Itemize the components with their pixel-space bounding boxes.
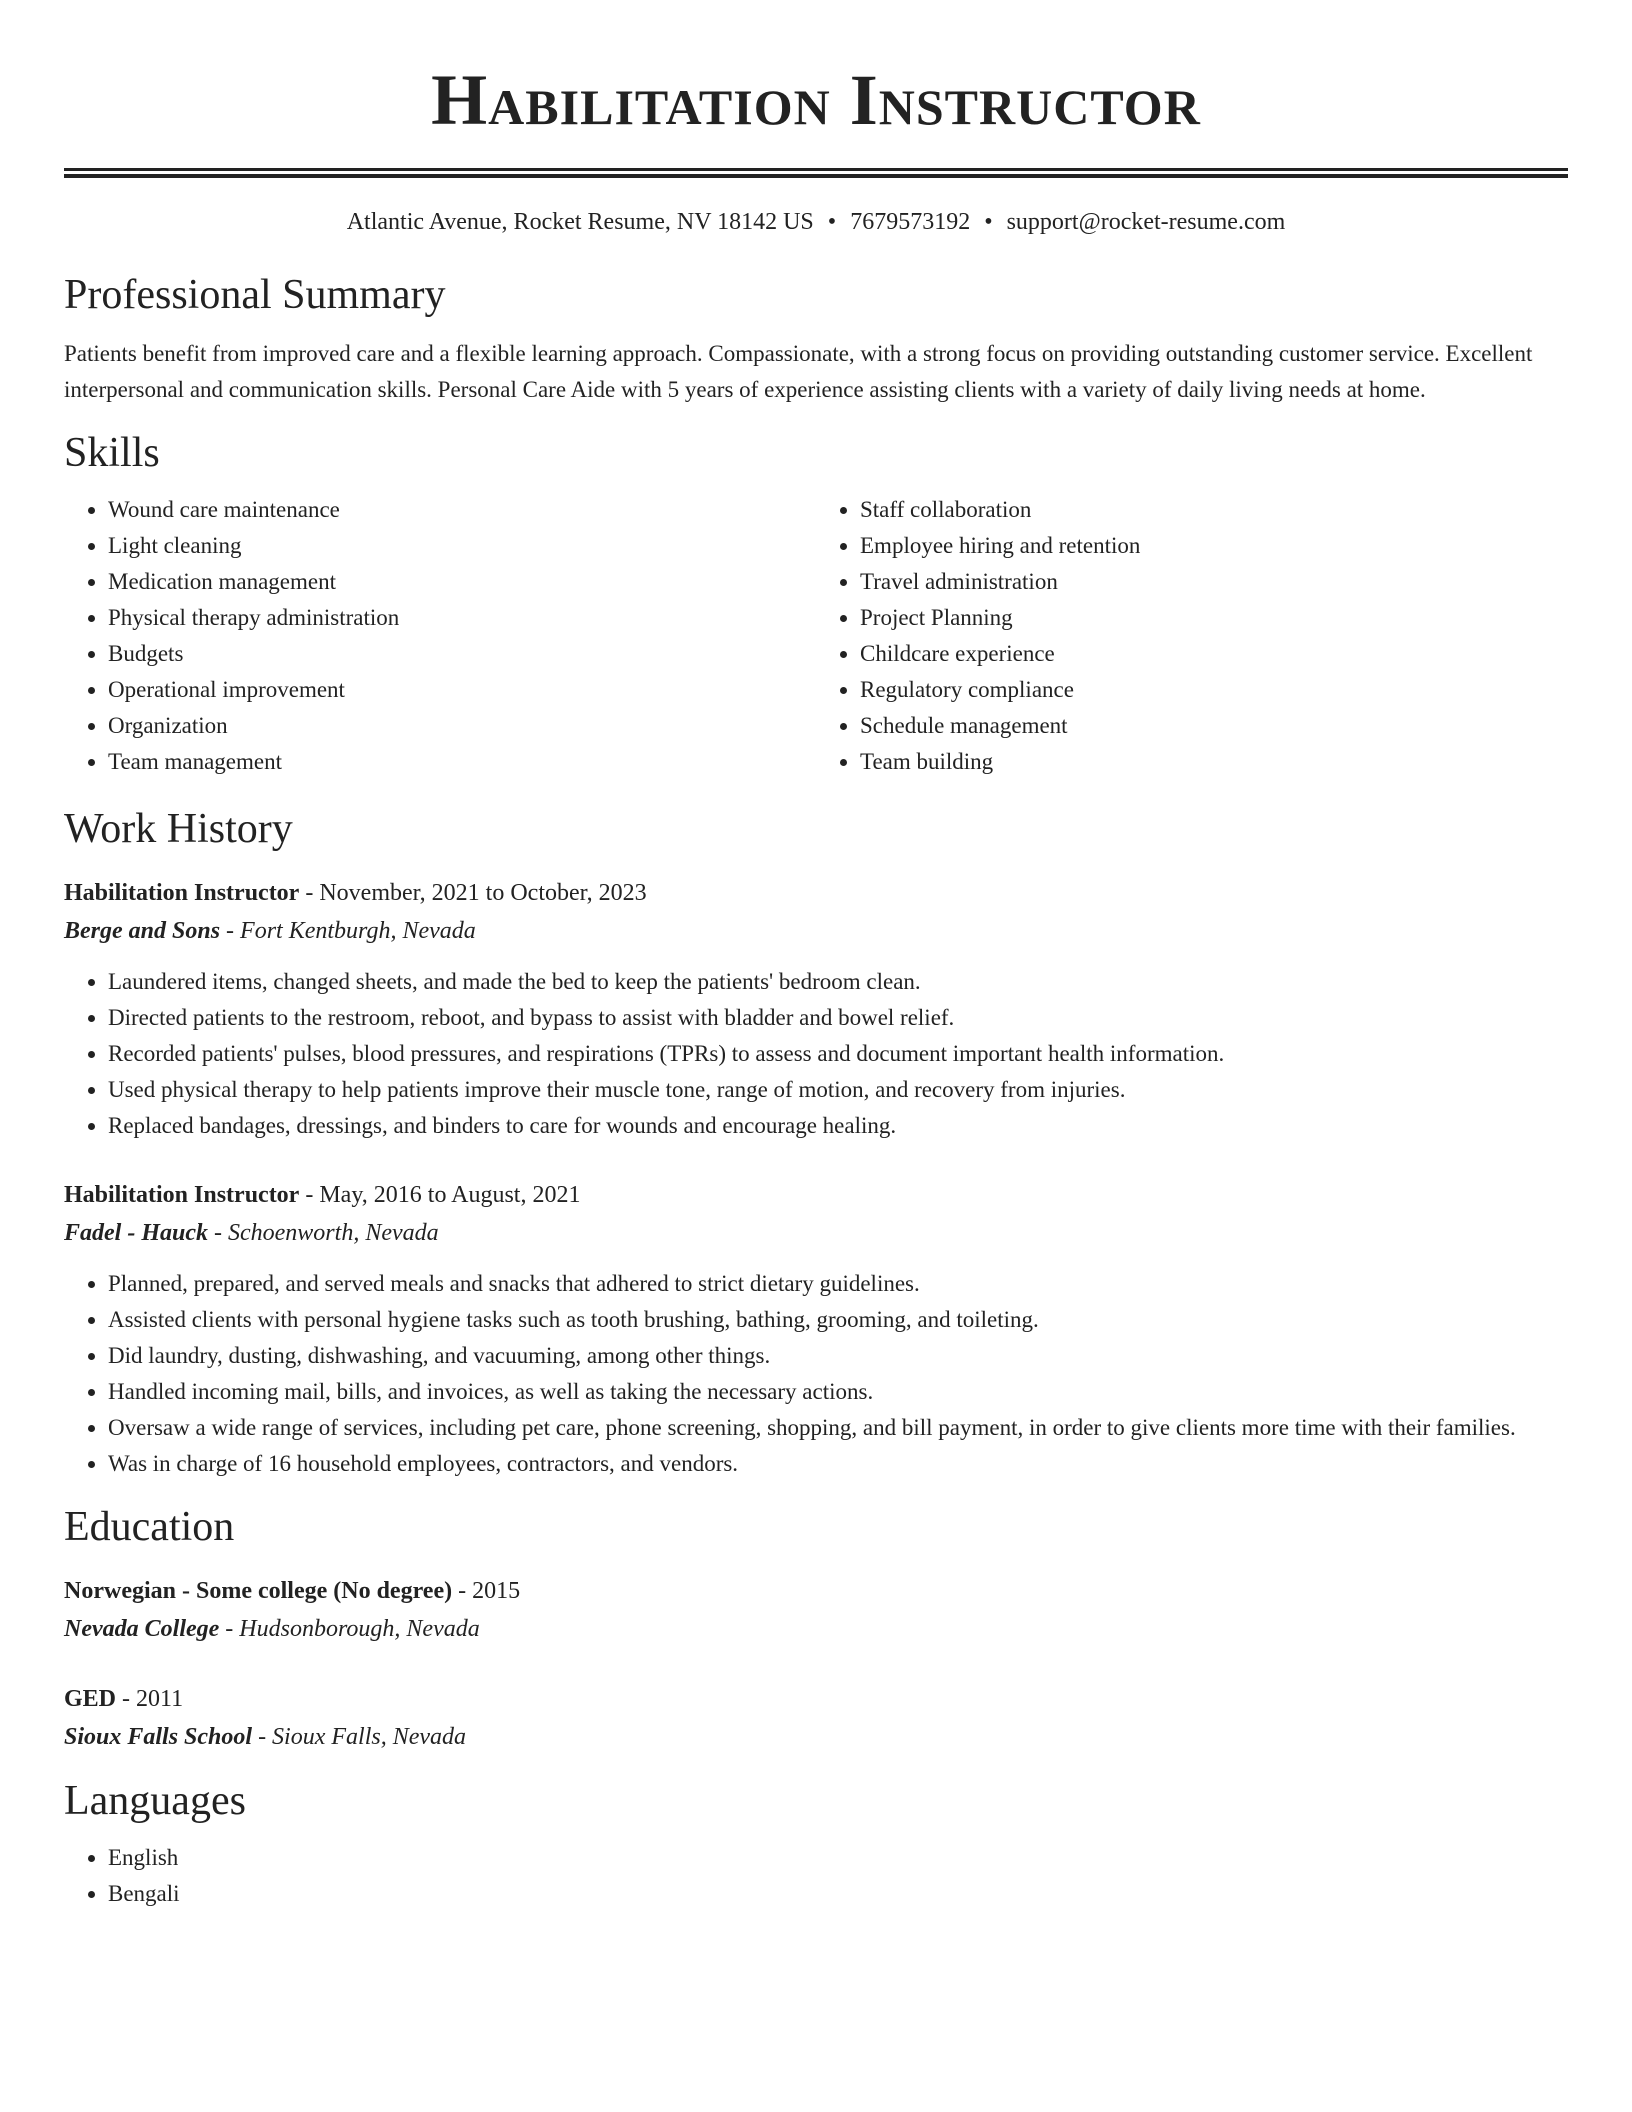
education-institution: [64, 1718, 1568, 1756]
contact-separator: •: [827, 209, 837, 235]
skill-item: • Team building: [860, 744, 1568, 780]
education-degree: Norwegian - Some college (No degree): [64, 1578, 453, 1604]
job-duty-item: • Was in charge of 16 household employees, contractors, and vendors.: [108, 1446, 1568, 1482]
skill-item: • Travel administration: [860, 564, 1568, 600]
skill-item: • Employee hiring and retention: [860, 528, 1568, 564]
job-duties: [64, 964, 1568, 1144]
skills-grid: [64, 492, 1568, 780]
job-duty-item: • Recorded patients' pulses, blood pressures, and respirations (TPRs) to assess and document important health information.: [108, 1036, 1568, 1072]
skills-list-right: [816, 492, 1568, 780]
summary-heading: Professional Summary: [64, 272, 446, 318]
contact-email: support@rocket-resume.com: [1006, 209, 1286, 235]
education-header: [64, 1680, 1568, 1718]
education-header: [64, 1572, 1568, 1610]
skill-item: • Organization: [108, 708, 816, 744]
skill-item: • Schedule management: [860, 708, 1568, 744]
language-item: • English: [108, 1840, 1568, 1876]
education-school: Sioux Falls School: [64, 1724, 253, 1750]
job-duty-item: • Assisted clients with personal hygiene tasks such as tooth brushing, bathing, grooming, and toileting.: [108, 1302, 1568, 1338]
skill-item: • Project Planning: [860, 600, 1568, 636]
job-duty-item: • Directed patients to the restroom, reboot, and bypass to assist with bladder and bowel relief.: [108, 1000, 1568, 1036]
job-dates: - November, 2021 to October, 2023: [299, 880, 647, 906]
education-year: - 2015: [452, 1578, 521, 1604]
job-dates: - May, 2016 to August, 2021: [299, 1182, 581, 1208]
education-entry: [64, 1572, 1568, 1648]
job-header: [64, 874, 1568, 912]
job-duty-item: • Replaced bandages, dressings, and binders to care for wounds and encourage healing.: [108, 1108, 1568, 1144]
work-history-heading: Work History: [64, 806, 293, 852]
skills-heading: Skills: [64, 430, 160, 476]
job-duty-item: • Laundered items, changed sheets, and made the bed to keep the patients' bedroom clean.: [108, 964, 1568, 1000]
job-header: [64, 1176, 1568, 1214]
skill-item: • Staff collaboration: [860, 492, 1568, 528]
education-school: Nevada College: [64, 1616, 220, 1642]
skill-item: • Operational improvement: [108, 672, 816, 708]
job-location: - Fort Kentburgh, Nevada: [220, 918, 476, 944]
contact-line: [64, 206, 1568, 238]
skill-item: • Wound care maintenance: [108, 492, 816, 528]
contact-address: Atlantic Avenue, Rocket Resume, NV 18142 US: [346, 209, 814, 235]
education-institution: [64, 1610, 1568, 1648]
education-location: - Sioux Falls, Nevada: [252, 1724, 467, 1750]
contact-separator: •: [984, 209, 993, 235]
job-employer: [64, 1214, 1568, 1252]
contact-phone: 7679573192: [850, 209, 971, 235]
skill-item: • Childcare experience: [860, 636, 1568, 672]
languages-heading: Languages: [64, 1778, 246, 1824]
education-degree: GED: [64, 1686, 117, 1712]
education-year: - 2011: [116, 1686, 184, 1712]
header-divider: [64, 168, 1568, 178]
job-duty-item: • Oversaw a wide range of services, including pet care, phone screening, shopping, and bill payment, in order to give clients more time with their families.: [108, 1410, 1568, 1446]
job-location: - Schoenworth, Nevada: [208, 1220, 439, 1246]
job-title: Habilitation Instructor: [64, 1182, 300, 1208]
job-employer: [64, 912, 1568, 950]
education-heading: Education: [64, 1504, 235, 1550]
skill-item: • Team management: [108, 744, 816, 780]
job-title: Habilitation Instructor: [64, 880, 300, 906]
skill-item: • Physical therapy administration: [108, 600, 816, 636]
summary-text: Patients benefit from improved care and a flexible learning approach. Compassionate, with a strong focus on providing outstanding customer service. Excellent interpersonal and communication skills. Personal Care Aide with 5 years of experience assisting clients with a variety of daily living needs at home.: [64, 341, 1533, 402]
skill-item: • Medication management: [108, 564, 816, 600]
language-item: • Bengali: [108, 1876, 1568, 1912]
skill-item: • Regulatory compliance: [860, 672, 1568, 708]
job-company: Berge and Sons: [64, 918, 221, 944]
resume-name: Habilitation Instructor: [431, 60, 1201, 140]
job-entry: [64, 874, 1568, 1144]
job-entry: [64, 1176, 1568, 1482]
languages-list: [64, 1840, 1568, 1912]
education-entry: [64, 1680, 1568, 1756]
job-duty-item: • Did laundry, dusting, dishwashing, and vacuuming, among other things.: [108, 1338, 1568, 1374]
skills-list-left: [64, 492, 816, 780]
job-duties: [64, 1266, 1568, 1482]
job-duty-item: • Handled incoming mail, bills, and invoices, as well as taking the necessary actions.: [108, 1374, 1568, 1410]
job-duty-item: • Planned, prepared, and served meals and snacks that adhered to strict dietary guidelines.: [108, 1266, 1568, 1302]
job-company: Fadel - Hauck: [64, 1220, 208, 1246]
education-location: - Hudsonborough, Nevada: [219, 1616, 480, 1642]
skill-item: • Light cleaning: [108, 528, 816, 564]
job-duty-item: • Used physical therapy to help patients improve their muscle tone, range of motion, and recovery from injuries.: [108, 1072, 1568, 1108]
skill-item: • Budgets: [108, 636, 816, 672]
